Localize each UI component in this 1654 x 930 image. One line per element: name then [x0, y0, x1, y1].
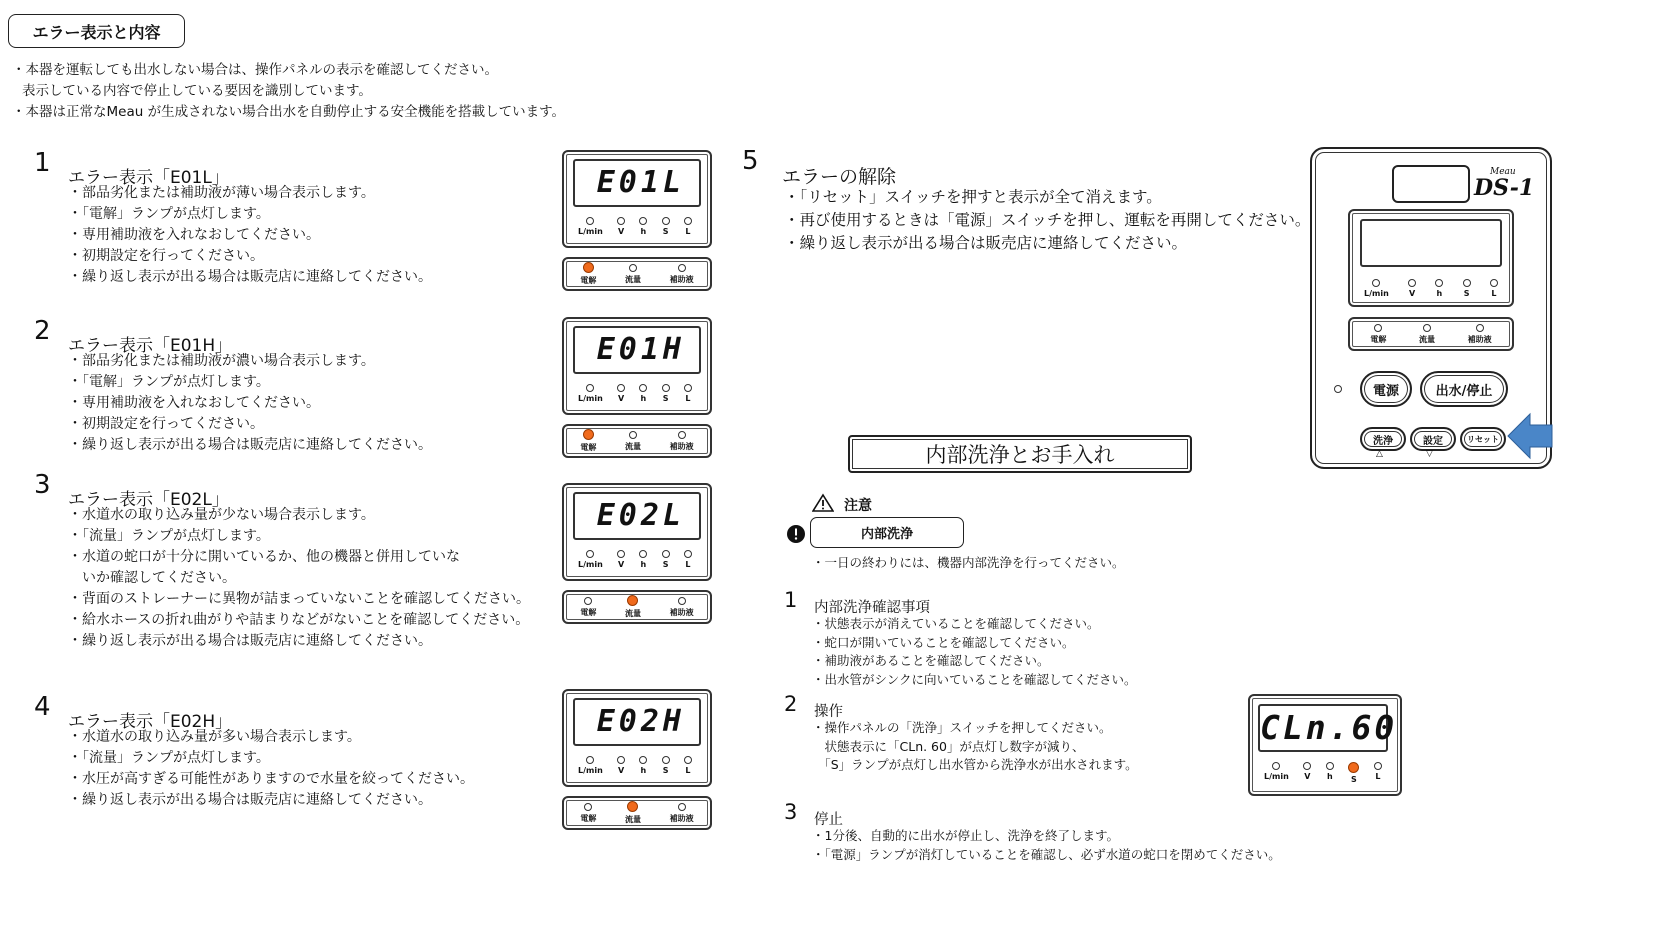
- led-indicator: [1490, 279, 1498, 298]
- section-number: 5: [742, 146, 759, 176]
- error-display: E01H: [573, 326, 701, 374]
- led-dot: [1303, 762, 1311, 770]
- down-arrow-icon: ▽: [1426, 449, 1433, 459]
- lamp-panel: [562, 257, 712, 291]
- bullet: ・部品劣化または補助液が濃い場合表示します。: [68, 353, 375, 369]
- intro-line: ・本器を運転しても出水しない場合は、操作パネルの表示を確認してください。: [12, 62, 498, 78]
- led-label: V: [617, 766, 625, 775]
- led-label: L/min: [1364, 289, 1389, 298]
- led-label: S: [662, 227, 669, 236]
- step-line: ・蛇口が開いていることを確認してください。: [812, 634, 1075, 650]
- lamp-row: [566, 801, 708, 825]
- led-label: h: [1436, 289, 1443, 298]
- led-dot: [617, 384, 625, 392]
- exclamation-icon: [786, 524, 806, 544]
- lamp-dot: [678, 431, 686, 439]
- bullet: ・水道水の取り込み量が多い場合表示します。: [68, 729, 361, 745]
- led-label: L: [685, 560, 691, 569]
- led-label: V: [617, 394, 625, 403]
- lamp-indicator: [625, 801, 641, 825]
- led-indicator: [684, 384, 692, 403]
- led-label: h: [1327, 772, 1333, 781]
- led-dot: [662, 756, 670, 764]
- lamp-dot: [678, 803, 686, 811]
- power-button[interactable]: 電源: [1360, 371, 1412, 407]
- led-label: h: [640, 560, 647, 569]
- led-label: h: [640, 766, 647, 775]
- step-line: ・状態表示が消えていることを確認してください。: [812, 616, 1100, 631]
- led-dot: [684, 550, 692, 558]
- lamp-row: [1354, 323, 1508, 345]
- led-indicator: [1264, 762, 1289, 784]
- led-dot: [617, 217, 625, 225]
- led-dot: [639, 384, 647, 392]
- step-line: 状態表示に「CLn. 60」が点灯し数字が減り、: [812, 738, 1085, 754]
- lamp-indicator: [1370, 324, 1386, 345]
- step-lines: [812, 615, 1136, 689]
- lamp-dot: [584, 597, 592, 605]
- error-bullets: [68, 183, 432, 288]
- lamp-indicator: [625, 431, 641, 452]
- section-heading: エラー表示「E02H」: [68, 712, 233, 732]
- lamp-indicator: [580, 803, 596, 824]
- led-dot: [639, 550, 647, 558]
- led-label: V: [617, 560, 625, 569]
- led-dot: [1326, 762, 1334, 770]
- led-indicator: [639, 550, 647, 569]
- water-stop-button[interactable]: 出水/停止: [1420, 371, 1508, 407]
- led-label: S: [1463, 289, 1470, 298]
- bullet: ・部品劣化または補助液が薄い場合表示します。: [68, 185, 375, 201]
- led-label: S: [662, 394, 669, 403]
- step-line: ・1分後、自動的に出水が停止し、洗浄を終了します。: [812, 828, 1119, 843]
- led-dot: [1372, 279, 1380, 287]
- bullet: ・水道水の取り込み量が少ない場合表示します。: [68, 507, 375, 523]
- error-bullets: [68, 351, 432, 456]
- led-dot: [1490, 279, 1498, 287]
- led-dot: [617, 550, 625, 558]
- led-indicator: [617, 550, 625, 569]
- bullet: ・「流量」ランプが点灯します。: [68, 750, 270, 766]
- bullet: ・背面のストレーナーに異物が詰まっていないことを確認してください。: [68, 591, 530, 607]
- led-label: L: [685, 766, 691, 775]
- step-line: ・操作パネルの「洗浄」スイッチを押してください。: [812, 720, 1112, 735]
- status-panel: [562, 483, 712, 581]
- lamp-row: [566, 595, 708, 619]
- led-dot: [684, 217, 692, 225]
- step-heading: 停止: [814, 812, 843, 828]
- section-heading: エラーの解除: [782, 166, 897, 188]
- lamp-label: 補助液: [669, 441, 694, 451]
- led-label: S: [662, 766, 669, 775]
- led-label: L/min: [578, 766, 603, 775]
- step-heading: 操作: [814, 704, 843, 720]
- led-indicator: [578, 217, 603, 236]
- led-dot: [586, 384, 594, 392]
- power-indicator: [1334, 385, 1342, 393]
- led-label: L: [685, 394, 691, 403]
- step-line: 「S」ランプが点灯し出水管から洗浄水が出水されます。: [812, 757, 1138, 772]
- lamp-indicator: [625, 264, 641, 285]
- lamp-label: 流量: [624, 441, 641, 451]
- caution-label: 注意: [844, 498, 872, 514]
- lamp-label: 電解: [580, 443, 597, 452]
- step-lines: [812, 719, 1138, 775]
- lamp-indicator: [1468, 324, 1492, 345]
- error-display: E01L: [573, 159, 701, 207]
- led-dot: [586, 217, 594, 225]
- led-indicator: [578, 384, 603, 403]
- led-label: h: [640, 227, 647, 236]
- lamp-indicator: [1419, 324, 1435, 345]
- lamp-dot: [1476, 324, 1484, 332]
- led-dot: [1408, 279, 1416, 287]
- error-bullets: [68, 505, 530, 652]
- step-lines: [812, 827, 1281, 864]
- led-dot: [617, 756, 625, 764]
- reset-bullets: [784, 186, 1310, 255]
- lamp-dot: [583, 429, 594, 440]
- led-indicator: [1463, 279, 1471, 298]
- led-indicator: [578, 756, 603, 775]
- lamp-label: 補助液: [669, 274, 694, 284]
- up-arrow-icon: △: [1376, 449, 1383, 459]
- device-window: [1392, 165, 1470, 203]
- led-indicator: [578, 550, 603, 569]
- lamp-label: 電解: [580, 813, 597, 823]
- lamp-panel: [562, 590, 712, 624]
- lamp-label: 流量: [624, 815, 641, 824]
- lamp-indicator: [670, 264, 694, 285]
- led-label: L: [1491, 289, 1497, 298]
- led-label: V: [1408, 289, 1416, 298]
- led-label: L/min: [578, 227, 603, 236]
- lamp-indicator: [670, 597, 694, 618]
- step-number: 3: [784, 800, 798, 824]
- lamp-indicator: [625, 595, 641, 619]
- lamp-dot: [627, 595, 638, 606]
- lamp-label: 補助液: [669, 813, 694, 823]
- lamp-label: 電解: [1370, 334, 1387, 344]
- step-line: ・補助液があることを確認してください。: [812, 653, 1050, 668]
- led-dot: [684, 756, 692, 764]
- section-number: 2: [34, 316, 51, 346]
- led-row: [578, 384, 692, 403]
- led-dot: [639, 756, 647, 764]
- model-label: DS-1: [1474, 175, 1535, 201]
- status-panel: [562, 317, 712, 415]
- lamp-panel: [562, 796, 712, 830]
- bullet: ・再び使用するときは「電源」スイッチを押し、運転を再開してください。: [784, 211, 1311, 229]
- lamp-label: 流量: [624, 274, 641, 284]
- led-dot: [1348, 762, 1359, 773]
- led-row: [578, 550, 692, 569]
- intro-line: 表示している内容で停止している要因を識別しています。: [22, 83, 372, 99]
- bullet: ・「リセット」スイッチを押すと表示が全て消えます。: [784, 188, 1162, 206]
- led-indicator: [684, 756, 692, 775]
- led-dot: [684, 384, 692, 392]
- lamp-label: 補助液: [1467, 334, 1492, 344]
- bullet: ・繰り返し表示が出る場合は販売店に連絡してください。: [68, 792, 432, 808]
- lamp-dot: [627, 801, 638, 812]
- section-number: 1: [34, 148, 51, 178]
- brand-label: Meau: [1490, 167, 1516, 177]
- warning-icon: [812, 493, 834, 513]
- lamp-label: 流量: [1418, 334, 1435, 344]
- led-dot: [1463, 279, 1471, 287]
- led-label: h: [640, 394, 647, 403]
- led-label: L/min: [1264, 772, 1289, 781]
- section-number: 3: [34, 470, 51, 500]
- lamp-label: 電解: [580, 276, 597, 285]
- step-number: 2: [784, 692, 798, 716]
- lamp-label: 流量: [624, 609, 641, 618]
- lamp-row: [566, 429, 708, 453]
- cleaning-display: CLn.60: [1258, 704, 1388, 752]
- led-indicator: [684, 217, 692, 236]
- lamp-label: 補助液: [669, 607, 694, 617]
- led-dot: [662, 550, 670, 558]
- led-row: [1364, 279, 1498, 298]
- reset-button[interactable]: リセット: [1460, 427, 1506, 451]
- lamp-label: 電解: [580, 607, 597, 617]
- led-dot: [1272, 762, 1280, 770]
- setting-button[interactable]: 設定: [1410, 427, 1456, 451]
- bullet: ・専用補助液を入れなおしてください。: [68, 395, 320, 411]
- led-label: L/min: [578, 560, 603, 569]
- device-status-panel: [1348, 209, 1514, 307]
- lamp-indicator: [670, 431, 694, 452]
- status-panel: [562, 689, 712, 787]
- led-indicator: [684, 550, 692, 569]
- led-label: V: [1304, 772, 1311, 781]
- led-label: L: [1375, 772, 1381, 781]
- page-title: エラー表示と内容: [8, 14, 185, 48]
- lamp-dot: [678, 597, 686, 605]
- led-indicator: [1435, 279, 1443, 298]
- status-display: [1360, 219, 1502, 267]
- led-label: S: [1351, 775, 1357, 784]
- cleaning-title: 内部洗浄とお手入れ: [848, 435, 1192, 473]
- led-row: [1264, 762, 1382, 784]
- led-indicator: [662, 217, 670, 236]
- cleaning-display-panel: [1248, 694, 1402, 796]
- pointer-arrow-icon: [1506, 412, 1554, 460]
- bullet: ・給水ホースの折れ曲がりや詰まりなどがないことを確認してください。: [68, 612, 530, 628]
- device-lamp-panel: [1348, 317, 1514, 351]
- led-indicator: [1408, 279, 1416, 298]
- lamp-dot: [678, 264, 686, 272]
- status-panel: [562, 150, 712, 248]
- bullet: いか確認してください。: [68, 570, 236, 586]
- bullet: ・「電解」ランプが点灯します。: [68, 374, 270, 390]
- lamp-indicator: [580, 429, 596, 453]
- lamp-indicator: [580, 597, 596, 618]
- led-label: L: [685, 227, 691, 236]
- led-indicator: [662, 384, 670, 403]
- step-line: ・出水管がシンクに向いていることを確認してください。: [812, 671, 1137, 687]
- led-row: [578, 756, 692, 775]
- cleaning-tag: 内部洗浄: [810, 517, 964, 548]
- section-heading: エラー表示「E01L」: [68, 168, 229, 188]
- bullet: ・水道の蛇口が十分に開いているか、他の機器と併用していな: [68, 549, 460, 565]
- bullet: ・繰り返し表示が出る場合は販売店に連絡してください。: [68, 633, 432, 649]
- led-indicator: [617, 384, 625, 403]
- led-indicator: [1326, 762, 1334, 784]
- led-label: S: [662, 560, 669, 569]
- step-number: 1: [784, 588, 798, 612]
- led-dot: [639, 217, 647, 225]
- bullet: ・「流量」ランプが点灯します。: [68, 528, 270, 544]
- lamp-indicator: [580, 262, 596, 286]
- led-dot: [662, 384, 670, 392]
- led-indicator: [1303, 762, 1311, 784]
- error-bullets: [68, 727, 474, 811]
- led-indicator: [662, 550, 670, 569]
- led-dot: [1435, 279, 1443, 287]
- led-indicator: [617, 756, 625, 775]
- bullet: ・初期設定を行ってください。: [68, 416, 264, 432]
- led-indicator: [639, 756, 647, 775]
- led-indicator: [1374, 762, 1382, 784]
- led-indicator: [639, 217, 647, 236]
- led-indicator: [1364, 279, 1389, 298]
- led-dot: [1374, 762, 1382, 770]
- lamp-row: [566, 262, 708, 286]
- bullet: ・水圧が高すぎる可能性がありますので水量を絞ってください。: [68, 771, 474, 787]
- led-dot: [586, 550, 594, 558]
- bullet: ・「電解」ランプが点灯します。: [68, 206, 270, 222]
- lamp-dot: [1374, 324, 1382, 332]
- lamp-panel: [562, 424, 712, 458]
- lamp-indicator: [670, 803, 694, 824]
- error-display: E02H: [573, 698, 701, 746]
- step-heading: 内部洗浄確認事項: [814, 600, 930, 616]
- error-display: E02L: [573, 492, 701, 540]
- lamp-dot: [629, 431, 637, 439]
- step-line: ・「電源」ランプが消灯していることを確認し、必ず水道の蛇口を閉めてください。: [812, 846, 1281, 862]
- section-heading: エラー表示「E01H」: [68, 336, 233, 356]
- lamp-dot: [583, 262, 594, 273]
- cleaning-note: ・一日の終わりには、機器内部洗浄を行ってください。: [812, 555, 1125, 570]
- intro-line: ・本器は正常なMeau が生成されない場合出水を自動停止する安全機能を搭載しています。: [12, 104, 565, 120]
- led-dot: [662, 217, 670, 225]
- led-indicator: [639, 384, 647, 403]
- led-indicator: [1348, 762, 1359, 784]
- bullet: ・初期設定を行ってください。: [68, 248, 264, 264]
- bullet: ・繰り返し表示が出る場合は販売店に連絡してください。: [784, 234, 1188, 252]
- bullet: ・繰り返し表示が出る場合は販売店に連絡してください。: [68, 437, 432, 453]
- led-indicator: [662, 756, 670, 775]
- lamp-dot: [1423, 324, 1431, 332]
- led-indicator: [617, 217, 625, 236]
- bullet: ・専用補助液を入れなおしてください。: [68, 227, 320, 243]
- led-label: L/min: [578, 394, 603, 403]
- wash-button[interactable]: 洗浄: [1360, 427, 1406, 451]
- lamp-dot: [584, 803, 592, 811]
- led-row: [578, 217, 692, 236]
- led-label: V: [617, 227, 625, 236]
- section-number: 4: [34, 692, 51, 722]
- lamp-dot: [629, 264, 637, 272]
- led-dot: [586, 756, 594, 764]
- bullet: ・繰り返し表示が出る場合は販売店に連絡してください。: [68, 269, 432, 285]
- section-heading: エラー表示「E02L」: [68, 490, 229, 510]
